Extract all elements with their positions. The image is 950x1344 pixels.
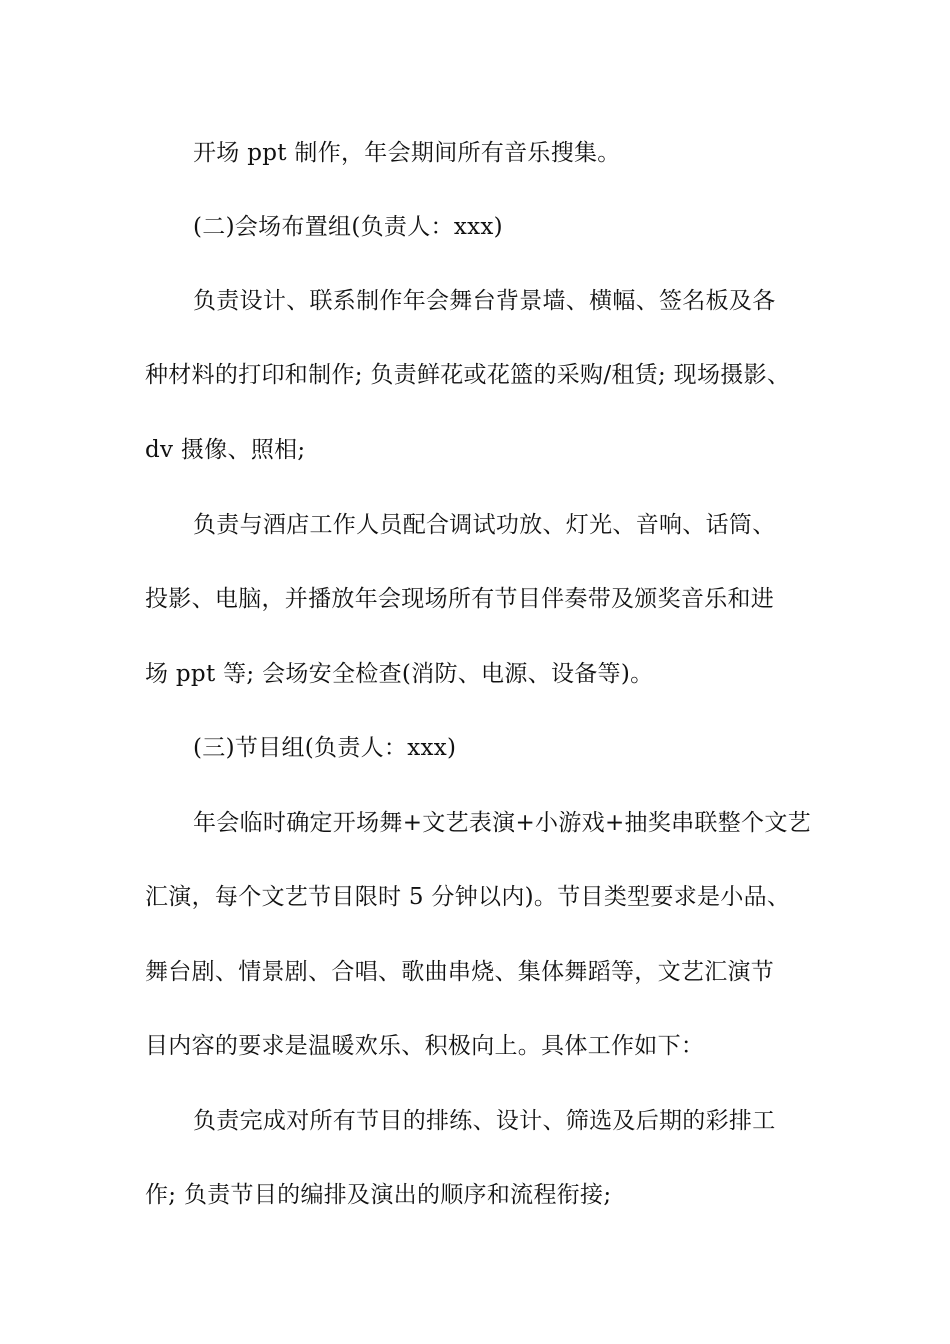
section-heading: (二)会场布置组(负责人：xxx): [193, 214, 503, 240]
paragraph-line: 舞台剧、情景剧、合唱、歌曲串烧、集体舞蹈等，文艺汇演节: [145, 959, 775, 985]
paragraph-line: 年会临时确定开场舞+文艺表演+小游戏+抽奖串联整个文艺: [193, 810, 811, 836]
paragraph-line: 负责与酒店工作人员配合调试功放、灯光、音响、话筒、: [193, 512, 776, 538]
paragraph-line: 开场 ppt 制作，年会期间所有音乐搜集。: [193, 140, 621, 166]
paragraph-line: 负责设计、联系制作年会舞台背景墙、横幅、签名板及各: [193, 288, 776, 314]
paragraph-line: 负责完成对所有节目的排练、设计、筛选及后期的彩排工: [193, 1108, 776, 1134]
paragraph-line: dv 摄像、照相;: [145, 437, 306, 463]
paragraph-line: 场 ppt 等; 会场安全检查(消防、电源、设备等)。: [145, 661, 654, 687]
paragraph-line: 汇演，每个文艺节目限时 5 分钟以内)。节目类型要求是小品、: [145, 884, 791, 910]
paragraph-line: 种材料的打印和制作; 负责鲜花或花篮的采购/租赁; 现场摄影、: [145, 362, 791, 388]
paragraph-line: 投影、电脑，并播放年会现场所有节目伴奏带及颁奖音乐和进: [145, 586, 775, 612]
paragraph-line: 目内容的要求是温暖欢乐、积极向上。具体工作如下：: [145, 1033, 705, 1059]
section-heading: (三)节目组(负责人：xxx): [193, 735, 457, 761]
paragraph-line: 作; 负责节目的编排及演出的顺序和流程衔接;: [145, 1182, 612, 1208]
